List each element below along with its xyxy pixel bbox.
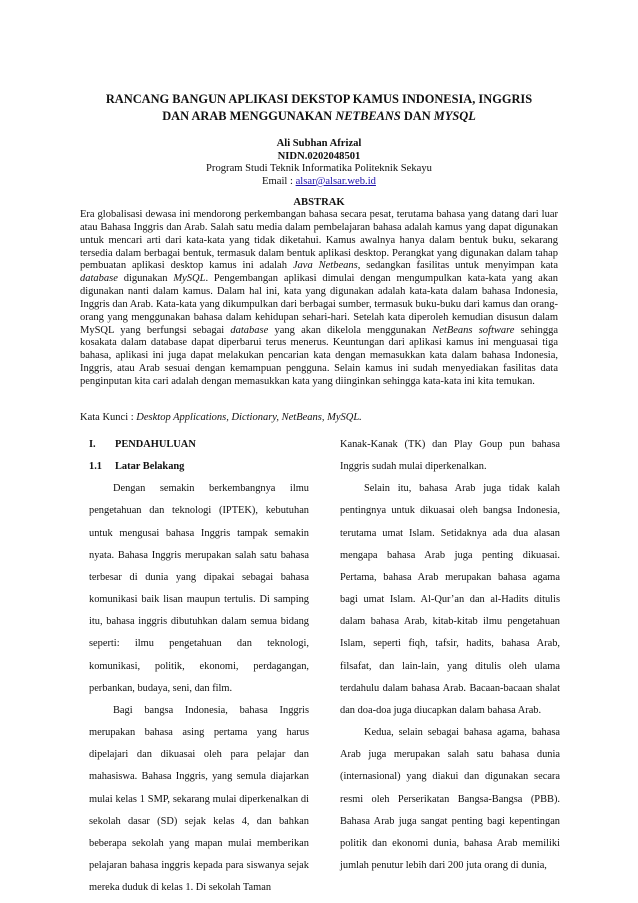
author-email-link[interactable]: alsar@alsar.web.id	[295, 175, 376, 187]
section-heading: I. PENDAHULUAN	[89, 439, 196, 450]
keywords-line	[80, 411, 558, 424]
body-paragraph: Dengan semakin berkembangnya ilmu pengetahuan dan teknologi (IPTEK), kebutuhan untuk mengusai bahasa Inggris tampak semakin nyata. Bahasa Inggris merupakan salah satu bahasa terbesar di dunia yang dipakai sebagai bahasa komunikasi baik lisan maupun tertulis. Di samping itu, bahasa inggris dibutuhkan dalam semua bidang seperti: ilmu pengetahuan dan teknologi, komunikasi, politik, ekonomi, perdagangan, perbankan, budaya, seni, dan film.	[89, 483, 309, 694]
body-column-right	[340, 434, 560, 877]
body-column-left	[89, 434, 309, 899]
author-block	[80, 138, 558, 188]
body-paragraph: Kanak-Kanak (TK) dan Play Goup pun bahasa Inggris sudah mulai diperkenalkan.	[340, 439, 560, 473]
title-line-2: DAN ARAB MENGGUNAKAN NETBEANS DAN MYSQL	[162, 109, 476, 123]
author-nidn: NIDN.0202048501	[277, 150, 361, 162]
subsection-heading: 1.1 Latar Belakang	[89, 461, 185, 473]
paper-title	[80, 91, 558, 125]
author-affiliation: Program Studi Teknik Informatika Politeknik Sekayu	[206, 163, 432, 175]
keywords-value: Desktop Applications, Dictionary, NetBeans, MySQL.	[136, 412, 362, 423]
author-name: Ali Subhan Afrizal	[276, 138, 362, 149]
abstract-heading: ABSTRAK	[293, 197, 345, 208]
author-email-line: Email : alsar@alsar.web.id	[262, 175, 376, 187]
abstract-text: Era globalisasi dewasa ini mendorong perkembangan bahasa secara pesat, terutama bahasa yang datang dari luar atau Bahasa Inggris dan Arab. Salah satu media dalam pembelajaran bahasa adalah kamus yang dapat digunakan untuk mencari arti dari kata-kata yang tidak diketahui. Kamus awalnya hanya dalam bentuk buku, sekarang tersedia dalam berbagai bentuk, termasuk dalam bentuk aplikasi desktop. Perangkat yang digunakan dalam tahap pembuatan aplikasi desktop kamus ini adalah Java Netbeans, sedangkan fasilitas untuk menyimpan kata database digunakan MySQL. Pengembangan aplikasi dimulai dengan mengumpulkan kata-kata yang akan digunakan nanti dalam kamus. Dalam hal ini, kata yang digunakan adalah kata-kata dalam bahasa Indonesia, Inggris dan Arab. Kata-kata yang dikumpulkan dari berbagai sumber, termasuk buku-buku dari kamus dan orang-orang yang menggunakan bahasa dalam kehidupan sehari-hari. Setelah kata diperoleh kemudian disusun dalam MySQL yang berfungsi sebagai database yang akan dikelola menggunakan NetBeans software sehingga kosakata dalam database dapat diperbarui terus menerus. Keuntungan dari aplikasi kamus ini menguasai tiga bahasa, aplikasi ini juga dapat melakukan pencarian kata dengan memasukkan kata dalam bahasa Indonesia, Inggris, atau Arab sesuai dengan kemampuan pengguna. Selain kamus ini sudah menyediakan fasilitas data penginputan kita cari adalah dengan memasukkan kata yang diinginkan sehingga kata-kata ini kita temukan.	[80, 209, 559, 387]
body-paragraph: Kedua, selain sebagai bahasa agama, bahasa Arab juga merupakan salah satu bahasa dunia (internasional) yang diakui dan digunakan secara resmi oleh Perserikatan Bangsa-Bangsa (PBB). Bahasa Arab juga sangat penting bagi kepentingan politik dan ekonomi dunia, bahasa Arab memiliki jumlah penutur lebih dari 200 juta orang di dunia,	[340, 727, 560, 871]
keywords-label: Kata Kunci :	[80, 412, 137, 423]
body-paragraph: Selain itu, bahasa Arab juga tidak kalah pentingnya untuk dikuasai oleh bangsa Indonesia, terutama umat Islam. Setidaknya ada dua alasan mengapa bahasa Arab juga penting dikuasai. Pertama, bahasa Arab merupakan bahasa agama bagi umat Islam. Al-Qur’an dan al-Hadits ditulis dalam bahasa Arab, kitab-kitab ilmu pengetahuan Islam, seperti fiqh, tafsir, hadits, bahasa Arab, filsafat, dan lain-lain, yang ditulis oleh ulama terdahulu dalam bahasa Arab. Bacaan-bacaan shalat dan doa-doa juga diucapkan dalam bahasa Arab.	[340, 483, 560, 716]
title-line-1: RANCANG BANGUN APLIKASI DEKSTOP KAMUS INDONESIA, INGGRIS	[105, 92, 533, 106]
body-paragraph: Bagi bangsa Indonesia, bahasa Inggris merupakan bahasa asing pertama yang harus dipelajari dan dikuasai oleh para pelajar dan mahasiswa. Bahasa Inggris, yang semula diajarkan mulai kelas 1 SMP, sekarang mulai diperkenalkan di sekolah dasar (SD) sejak kelas 4, dan bahkan beberapa sekolah yang mapan mulai memberikan pelajaran bahasa inggris kepada para siswanya sejak mereka duduk di kelas 1. Di sekolah Taman	[89, 704, 309, 894]
